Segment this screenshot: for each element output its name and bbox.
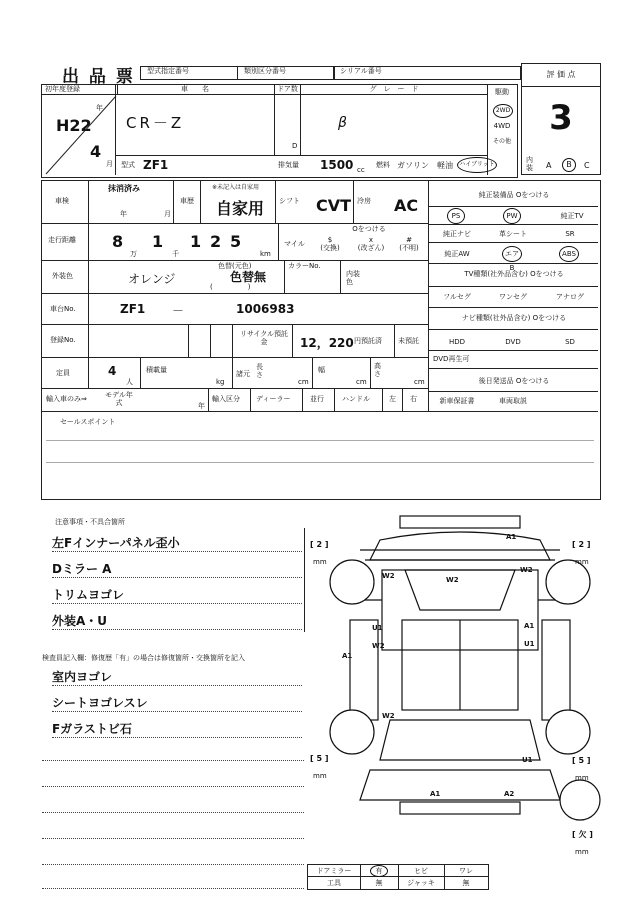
shift-value: CVT xyxy=(316,196,352,215)
color-label: 外装色 xyxy=(52,272,73,280)
mileage-digit-2: 1 xyxy=(152,232,164,251)
navi-dvd[interactable]: DVD xyxy=(505,338,521,346)
equip-pw[interactable]: PW xyxy=(503,208,521,224)
fuel-label: 燃料 xyxy=(376,161,390,169)
history-note: ※未記入は自家用 xyxy=(212,184,260,191)
break-label: ワレ xyxy=(459,867,473,875)
reg-month: 4 xyxy=(90,142,102,161)
model-year-unit: 年 xyxy=(198,402,205,410)
mileage-digit-4: 2 xyxy=(210,232,222,251)
navi-hdd[interactable]: HDD xyxy=(448,338,466,346)
damage-mark: W2 xyxy=(520,566,533,574)
inspector-item: 室内ヨゴレ xyxy=(52,668,302,686)
capacity-label: 定員 xyxy=(56,369,70,377)
tire-unit: mm xyxy=(313,772,327,780)
mirror-label: ドアミラー xyxy=(316,867,352,875)
import-dealer[interactable]: ディーラー xyxy=(256,395,291,403)
shift-label: シフト xyxy=(279,197,300,205)
navi-sd[interactable]: SD xyxy=(565,338,575,346)
equip-airbag[interactable]: エアB xyxy=(502,246,522,262)
reg-year: H22 xyxy=(56,116,92,135)
history-value: 自家用 xyxy=(216,199,265,218)
model-type: ZF1 xyxy=(143,158,169,172)
caution-item: Dミラー A xyxy=(52,560,302,578)
tv-title: TV種類(社外品含む) Oをつける xyxy=(464,270,564,278)
damage-mark: W2 xyxy=(372,642,385,650)
inspector-item: シートヨゴレスレ xyxy=(52,694,302,712)
mileage-man: 万 xyxy=(130,250,137,258)
genuine-title: 純正装備品 Oをつける xyxy=(478,191,550,199)
color-value: オレンジ xyxy=(128,272,176,286)
after-manual[interactable]: 車両取説 xyxy=(499,397,527,405)
car-name: CR－Z xyxy=(126,114,185,132)
length-label: 長さ xyxy=(256,363,263,379)
caution-list xyxy=(42,528,305,632)
color-no-label: カラーNo. xyxy=(288,262,321,270)
after-title: 後日発送品 Oをつける xyxy=(478,377,550,385)
dims-label: 諸元 xyxy=(236,370,250,378)
equip-aw[interactable]: 純正AW xyxy=(444,250,470,258)
equip-ps[interactable]: PS xyxy=(447,208,465,224)
damage-mark: W2 xyxy=(382,712,395,720)
tire-depth-spare: [ 欠 ] xyxy=(572,830,593,839)
chassis-number: 1006983 xyxy=(236,302,295,316)
capacity-value: 4 xyxy=(108,364,117,378)
footer-table xyxy=(307,864,489,890)
grade-label: グ レ ー ド xyxy=(301,85,487,95)
first-reg-label: 初年度登録 xyxy=(42,85,118,95)
damage-mark: A1 xyxy=(342,652,353,660)
equip-sr[interactable]: SR xyxy=(565,230,575,238)
tire-unit: mm xyxy=(575,558,589,566)
tire-depth-fl: [ 2 ] xyxy=(310,540,329,549)
grade: β xyxy=(338,115,347,131)
category-label: 類別区分番号 xyxy=(237,66,335,80)
serial-label: シリアル番号 xyxy=(333,66,521,80)
drive-2wd[interactable]: 2WD xyxy=(493,104,513,118)
tools-value: 無 xyxy=(375,879,383,887)
ac-value: AC xyxy=(394,196,419,215)
damage-mark: W2 xyxy=(446,576,459,584)
model-cert-label: 型式指定番号 xyxy=(140,66,238,80)
mileage-sen: 千 xyxy=(172,250,179,258)
chassis-label: 車台No. xyxy=(50,305,76,313)
mileage-mile: マイル xyxy=(284,240,305,248)
equip-abs[interactable]: ABS xyxy=(559,246,579,262)
tire-depth-rl: [ 5 ] xyxy=(310,754,329,763)
eval-label: 評 価 点 xyxy=(522,64,600,87)
jack-label: ジャッキ xyxy=(407,879,435,887)
recycle-label: リサイクル預託金 xyxy=(239,330,289,346)
width-label: 幅 xyxy=(318,366,325,374)
damage-mark: A1 xyxy=(506,533,517,541)
interior-c[interactable]: C xyxy=(584,161,590,170)
history-label: 車歴 xyxy=(180,197,194,205)
doors-label: ドア数 xyxy=(275,85,300,95)
car-diagram xyxy=(310,510,610,850)
reg-year-unit: 年 xyxy=(96,104,103,112)
drive-label: 駆動 xyxy=(495,88,509,96)
crack-label: ヒビ xyxy=(414,867,428,875)
handle-label: ハンドル xyxy=(342,395,370,403)
jack-value: 無 xyxy=(462,879,470,887)
damage-mark: W2 xyxy=(382,572,395,580)
ac-label: 冷房 xyxy=(357,197,371,205)
displacement-label: 排気量 xyxy=(278,161,299,169)
fuel-diesel[interactable]: 軽油 xyxy=(437,161,453,170)
equip-tv[interactable]: 純正TV xyxy=(560,212,584,220)
inspection-value: 抹消済み xyxy=(108,184,140,193)
after-warranty[interactable]: 新車保証書 xyxy=(439,397,475,405)
damage-mark: U1 xyxy=(522,756,533,764)
capacity-unit: 人 xyxy=(126,378,133,386)
chassis-prefix: ZF1 xyxy=(120,302,146,316)
caution-item: 外装A・U xyxy=(52,612,302,630)
int-color-label: 内装色 xyxy=(346,270,360,286)
tv-oneseg[interactable]: ワンセグ xyxy=(499,293,527,301)
sales-point-label: セールスポイント xyxy=(60,418,116,426)
mileage-digit-1: 8 xyxy=(112,232,124,251)
caution-label: 注意事項・不具合箇所 xyxy=(55,518,125,526)
displacement: 1500 xyxy=(320,158,354,172)
interior-a[interactable]: A xyxy=(546,161,552,170)
handle-right[interactable]: 右 xyxy=(410,395,417,403)
meter-tampered[interactable]: x (改ざん) xyxy=(357,236,385,252)
reg-no-label: 登録No. xyxy=(50,336,76,344)
navi-title: ナビ種類(社外品含む) Oをつける xyxy=(461,314,567,322)
reg-month-unit: 月 xyxy=(106,160,113,168)
model-year-label: モデル年式 xyxy=(105,391,133,407)
dvd-label: DVD再生可 xyxy=(433,355,470,363)
mileage-km: km xyxy=(260,250,271,258)
recolor-value: 色替無 xyxy=(230,270,267,284)
height-label: 高さ xyxy=(374,362,381,378)
tire-depth-fr: [ 2 ] xyxy=(572,540,591,549)
drive-4wd[interactable]: 4WD xyxy=(493,122,511,130)
car-name-label: 車 名 xyxy=(116,85,274,95)
inspector-item: Fガラストビ石 xyxy=(52,720,302,738)
insp-month: 月 xyxy=(164,210,171,218)
damage-mark: A1 xyxy=(430,790,441,798)
fuel-hybrid[interactable]: ハイブリット xyxy=(457,157,497,173)
tire-unit: mm xyxy=(575,774,589,782)
damage-mark: A1 xyxy=(524,622,535,630)
import-cat-label: 輸入区分 xyxy=(212,395,240,403)
load-label: 積載量 xyxy=(146,366,167,374)
form-title: 出 品 票 xyxy=(62,67,135,87)
inspection-label: 車検 xyxy=(55,197,69,205)
tools-label: 工具 xyxy=(327,879,341,887)
width-cm: cm xyxy=(356,378,367,386)
inspector-label: 検査員記入欄：修復歴「有」の場合は修復箇所・交換箇所を記入 xyxy=(42,654,245,662)
handle-left[interactable]: 左 xyxy=(389,395,396,403)
equip-navi[interactable]: 純正ナビ xyxy=(443,230,471,238)
model-type-label: 型式 xyxy=(121,161,135,169)
caution-item: トリムヨゴレ xyxy=(52,586,302,604)
length-cm: cm xyxy=(298,378,309,386)
recycle-status: 円預託済 xyxy=(354,337,382,345)
mirror-value[interactable]: 有 xyxy=(370,865,388,877)
tv-analog[interactable]: アナログ xyxy=(556,293,584,301)
damage-mark: U1 xyxy=(372,624,383,632)
tire-unit: mm xyxy=(575,848,589,856)
drive-other[interactable]: その他 xyxy=(492,138,511,145)
fuel-gasoline[interactable]: ガソリン xyxy=(397,161,429,170)
circle-note: Oをつける xyxy=(352,225,386,233)
interior-b[interactable]: B xyxy=(562,158,576,172)
tire-unit: mm xyxy=(313,558,327,566)
doors-unit: D xyxy=(292,142,298,150)
mileage-label: 走行距離 xyxy=(48,236,76,244)
interior-label: 内装 xyxy=(526,156,533,172)
load-kg: kg xyxy=(216,378,225,386)
tv-fullseg[interactable]: フルセグ xyxy=(443,293,471,301)
displacement-unit: cc xyxy=(357,166,365,174)
equip-leather[interactable]: 革シート xyxy=(499,230,527,238)
height-cm: cm xyxy=(414,378,425,386)
recolor-label: 色替(元色) xyxy=(218,262,252,270)
damage-mark: U1 xyxy=(524,640,535,648)
insp-year: 年 xyxy=(120,210,127,218)
tire-depth-rr: [ 5 ] xyxy=(572,756,591,765)
caution-item: 左Fインナーパネル歪小 xyxy=(52,534,302,552)
date-slash xyxy=(42,94,118,176)
mileage-digit-5: 5 xyxy=(230,232,242,251)
import-parallel[interactable]: 並行 xyxy=(310,395,324,403)
chassis-dash: － xyxy=(172,304,185,318)
meter-exchange[interactable]: $ (交換) xyxy=(320,236,340,252)
recycle-unpaid: 未預託 xyxy=(398,337,419,345)
import-label: 輸入車のみ⇒ xyxy=(46,395,87,403)
eval-score: 3 xyxy=(549,98,573,138)
damage-mark: A2 xyxy=(504,790,515,798)
recolor-paren: ( ) xyxy=(210,283,251,291)
meter-unknown[interactable]: # (不明) xyxy=(399,236,419,252)
mileage-digit-3: 1 xyxy=(190,232,202,251)
recycle-value: 12，220 xyxy=(300,336,354,350)
